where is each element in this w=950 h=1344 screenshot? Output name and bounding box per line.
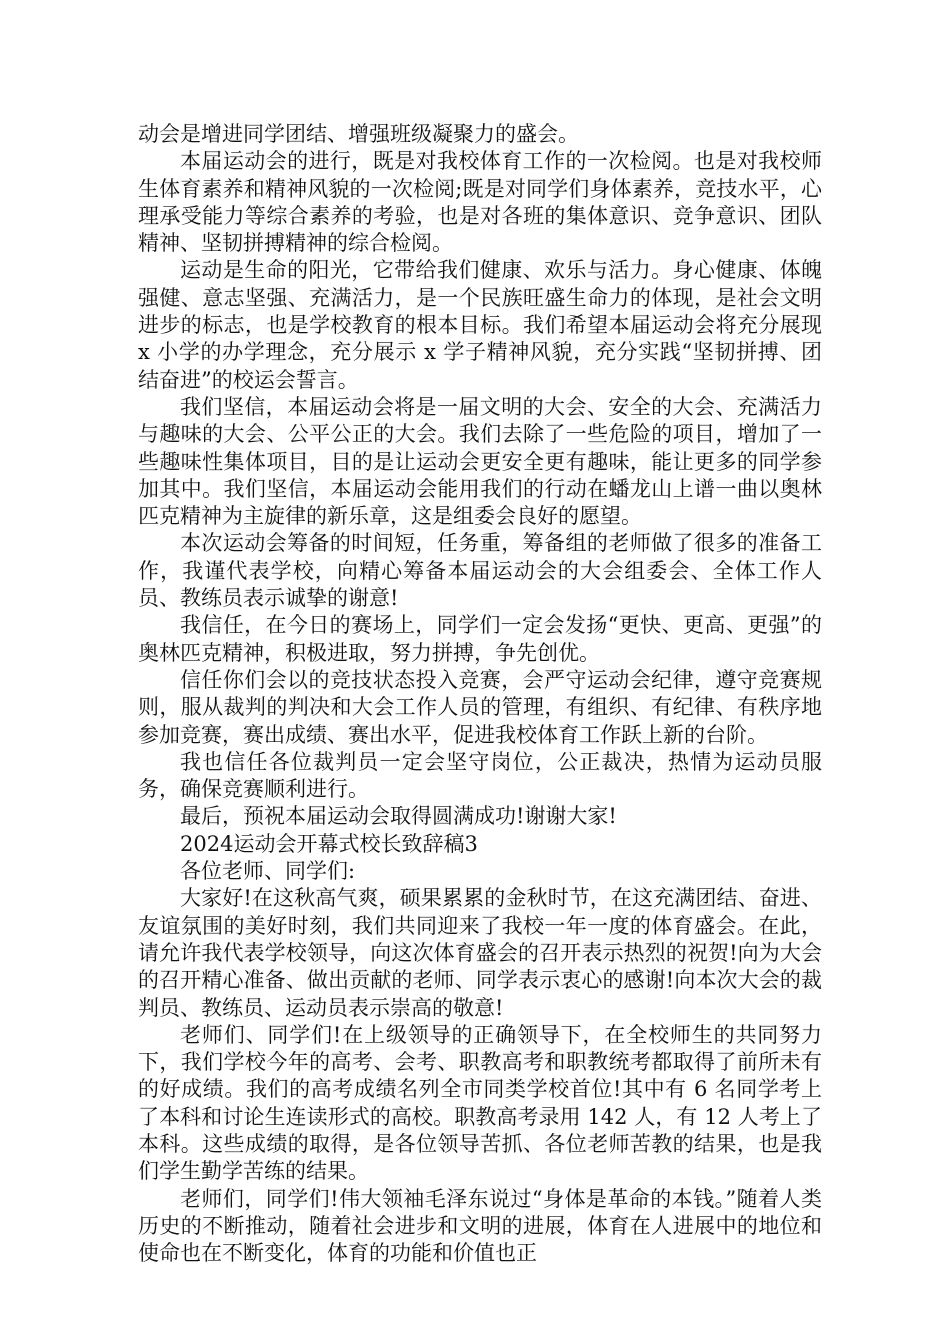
paragraph: 我们坚信，本届运动会将是一届文明的大会、安全的大会、充满活力与趣味的大会、公平公正的大会。我们去除了一些危险的项目，增加了一些趣味性集体项目，目的是让运动会更安全更有趣味，能让更多的同学参加其中。我们坚信，本届运动会能用我们的行动在蟠龙山上谱一曲以奥林匹克精神为主旋律的新乐章，这是组委会良好的愿望。 [138, 394, 822, 529]
paragraph: 运动是生命的阳光，它带给我们健康、欢乐与活力。身心健康、体魄强健、意志坚强、充满活力，是一个民族旺盛生命力的体现，是社会文明进步的标志，也是学校教育的根本目标。我们希望本届运动会将充分展现 x 小学的办学理念，充分展示 x 学子精神风貌，充分实践“坚韧拼搏、团结奋进”的校运会誓言。 [138, 258, 822, 392]
paragraph: 信任你们会以的竞技状态投入竞赛，会严守运动会纪律，遵守竞赛规则，服从裁判的判决和大会工作人员的管理，有组织、有纪律、有秩序地参加竞赛，赛出成绩、赛出水平，促进我校体育工作跃上新的台阶。 [138, 667, 822, 747]
paragraph: 我也信任各位裁判员一定会坚守岗位，公正裁决，热情为运动员服务，确保竞赛顺利进行。 [138, 749, 822, 802]
document-body [138, 121, 822, 1267]
paragraph: 本届运动会的进行，既是对我校体育工作的一次检阅。也是对我校师生体育素养和精神风貌的一次检阅;既是对同学们身体素养，竞技水平，心理承受能力等综合素养的考验，也是对各班的集体意识、竞争意识、团队精神、坚韧拼搏精神的综合检阅。 [138, 149, 822, 256]
paragraph: 大家好!在这秋高气爽，硕果累累的金秋时节，在这充满团结、奋进、友谊氛围的美好时刻，我们共同迎来了我校一年一度的体育盛会。在此，请允许我代表学校领导，向这次体育盛会的召开表示热烈的祝贺!向为大会的召开精心准备、做出贡献的老师、同学表示衷心的感谢!向本次大会的裁判员、教练员、运动员表示崇高的敬意! [138, 886, 822, 1020]
paragraph: 各位老师、同学们: [180, 859, 356, 884]
paragraph: 最后，预祝本届运动会取得圆满成功!谢谢大家! [180, 804, 617, 829]
paragraph: 2024运动会开幕式校长致辞稿3 [180, 831, 478, 856]
paragraph: 动会是增进同学团结、增强班级凝聚力的盛会。 [138, 122, 579, 146]
paragraph: 老师们、同学们!在上级领导的正确领导下，在全校师生的共同努力下，我们学校今年的高考、会考、职教高考和职教统考都取得了前所未有的好成绩。我们的高考成绩名列全市同类学校首位!其中有 6 名同学考上了本科和讨论生连读形式的高校。职教高考录用 142 人，有 12 人考上了本科。这些成绩的取得，是各位领导苦抓、各位老师苦教的结果，也是我们学生勤学苦练的结果。 [138, 1022, 822, 1184]
paragraph: 我信任，在今日的赛场上，同学们一定会发扬“更快、更高、更强”的奥林匹克精神，积极进取，努力拼搏，争先创优。 [138, 613, 822, 665]
paragraph: 老师们，同学们!伟大领袖毛泽东说过“身体是革命的本钱。”随着人类历史的不断推动，随着社会进步和文明的进展，体育在人进展中的地位和使命也在不断变化，体育的功能和价值也正 [138, 1186, 822, 1266]
paragraph: 本次运动会筹备的时间短，任务重，筹备组的老师做了很多的准备工作，我谨代表学校，向精心筹备本届运动会的大会组委会、全体工作人员、教练员表示诚挚的谢意! [138, 531, 822, 611]
